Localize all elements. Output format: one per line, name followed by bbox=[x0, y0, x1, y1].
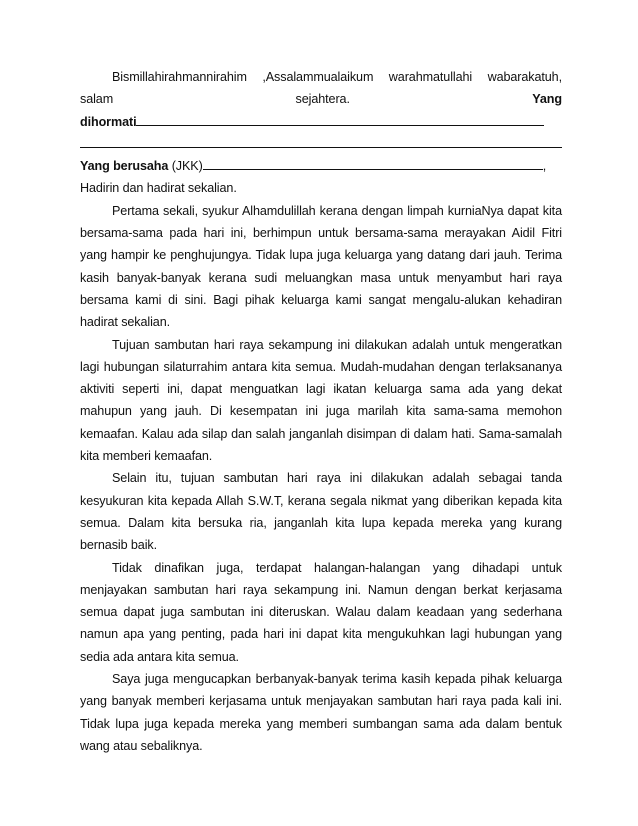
yang-berusaha-label: Yang berusaha bbox=[80, 159, 169, 174]
dihormati-label: dihormati bbox=[80, 114, 137, 129]
yang-berusaha-line bbox=[80, 155, 562, 177]
jkk-label: (JKK) bbox=[168, 159, 203, 174]
comma: , bbox=[542, 159, 547, 174]
paragraph-2: Tujuan sambutan hari raya sekampung ini dilakukan adalah untuk mengeratkan lagi hubungan silaturrahim antara kita semua. Mudah-mudahan dengan terlaksananya aktiviti seperti ini, dapat menguatkan lagi ikatan keluarga sama ada yang dekat mahupun yang jauh. Di kesempatan ini juga marilah kita sama-sama memohon kemaafan. Kalau ada silap dan salah janganlah disimpan di dalam hati. Sama-samalah kita memberi kemaafan. bbox=[80, 337, 562, 464]
speech-document bbox=[80, 66, 562, 757]
blank-full-line bbox=[80, 133, 562, 155]
dihormati-line bbox=[80, 111, 562, 133]
blank-line bbox=[203, 155, 543, 170]
salutation-text: Bismillahirahmannirahim ,Assalammualaikum warahmatullahi wabarakatuh, salam sejahtera. bbox=[80, 70, 562, 107]
paragraph-5: Saya juga mengucapkan berbanyak-banyak terima kasih kepada pihak keluarga yang banyak memberi kerjasama untuk menjayakan sambutan hari raya pada kali ini. Tidak lupa juga kepada mereka yang memberi sumbangan sama ada dalam bentuk wang atau sebaliknya. bbox=[80, 672, 562, 753]
paragraph-3: Selain itu, tujuan sambutan hari raya ini dilakukan adalah sebagai tanda kesyukuran kita kepada Allah S.W.T, kerana segala nikmat yang diberikan kepada kita semua. Dalam kita bersuka ria, janganlah kita lupa kepada mereka yang kurang bernasib baik. bbox=[80, 471, 562, 553]
greeting-line: Hadirin dan hadirat sekalian. bbox=[80, 181, 237, 196]
blank-line bbox=[80, 133, 562, 148]
paragraph-4: Tidak dinafikan juga, terdapat halangan-halangan yang dihadapi untuk menjayakan sambutan hari raya sekampung ini. Namun dengan berkat kerjasama semua dapat juga sambutan ini diteruskan. Walau dalam keadaan yang sederhana namun apa yang penting, pada hari ini dapat kita mengukuhkan lagi hubungan yang sedia ada antara kita semua. bbox=[80, 560, 562, 664]
paragraph-1: Pertama sekali, syukur Alhamdulillah kerana dengan limpah kurniaNya dapat kita bersama-sama pada hari ini, berhimpun untuk bersama-sama merayakan Aidil Fitri yang hampir ke penghujungya. Tidak lupa juga keluarga yang datang dari jauh. Terima kasih banyak-banyak kerana sudi meluangkan masa untuk menyambut hari raya bersama kami di sini. Bagi pihak keluarga kami sangat mengalu-alukan kehadiran hadirat sekalian. bbox=[80, 203, 562, 330]
yang-label: Yang bbox=[532, 92, 562, 107]
opening-salutation bbox=[80, 66, 562, 111]
blank-line bbox=[136, 111, 544, 126]
